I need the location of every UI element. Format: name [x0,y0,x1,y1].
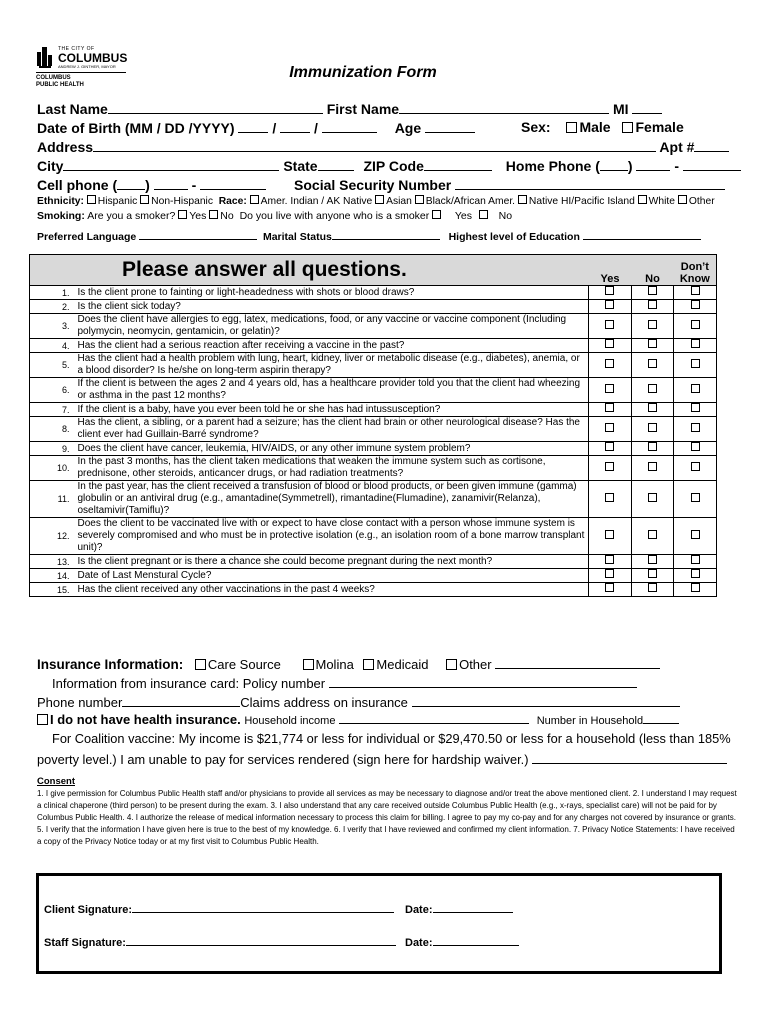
answer-cell-yes [589,481,632,518]
answer-cell-dont-know [674,353,717,378]
answer-cell-yes [589,442,632,456]
question-row [30,314,717,339]
answer-yes-checkbox[interactable] [605,359,614,368]
answer-dont-know-checkbox[interactable] [691,403,700,412]
answer-cell-no [631,456,673,481]
answer-cell-no [631,286,673,300]
staff-date-field[interactable] [433,934,519,946]
client-date-row [405,901,513,916]
question-number: 13. [30,555,76,569]
question-text: If the client is between the ages 2 and 4 years old, has a healthcare provider told you that the client had wheezing or asthma in the past 12 months? [75,378,588,403]
answer-no-checkbox[interactable] [648,320,657,329]
dob-slash: / [272,120,277,136]
question-number: 9. [30,442,76,456]
answer-yes-checkbox[interactable] [605,530,614,539]
address-label: Address [37,139,94,155]
answer-cell-no [631,569,673,583]
answer-dont-know-checkbox[interactable] [691,530,700,539]
answer-dont-know-checkbox[interactable] [691,555,700,564]
asian-label: Asian [386,196,412,207]
answer-cell-dont-know [674,569,717,583]
first-name-label: First Name [326,101,400,117]
phone-claims-row [37,693,680,710]
answer-cell-no [631,555,673,569]
demographics-row [37,228,701,243]
please-answer-heading [30,255,589,286]
language-label: Preferred Language [37,231,137,243]
logo-small-text: THE CITY OF [58,46,95,52]
answer-cell-yes [589,339,632,353]
questions-header-row [30,255,717,286]
apt-field[interactable] [694,138,729,152]
black-checkbox[interactable] [415,195,424,204]
marital-label: Marital Status [262,231,332,243]
answer-cell-yes [589,583,632,597]
question-number: 11. [30,481,76,518]
city-label: City [37,158,64,174]
ssn-field[interactable] [455,176,725,190]
staff-signature-field[interactable] [126,934,396,946]
answer-dont-know-checkbox[interactable] [691,286,700,295]
female-checkbox[interactable] [622,122,633,133]
marital-field[interactable] [332,228,440,240]
consent-text: 1. I give permission for Columbus Public Health staff and/or physicians to provide all services as may be necessary to diagnose and/or treat the above mentioned client. 2. I understand I may request a clinical chaperone (third person) to be present during the exam. 3. I also understand that any care received outside Columbus Public Health (e.g., x-rays, specialist care) will not be paid for by Columbus Public Health. 4. I authorize the release of medical information necessary to process this claim for billing. I agree to pay my co-pay and for any charges not covered by insurance or grants. 5. I verify that the information I have given here is true to the best of my knowledge. 6. I verify that I have reviewed and confirmed my client information. 7. Privacy Notice Statements: I have received a copy of the Privacy Notice today or at my first visit to Columbus Public Health. [37,789,737,846]
city-row [37,157,741,174]
answer-dont-know-checkbox[interactable] [691,583,700,592]
question-row [30,583,717,597]
question-text: Has the client had a serious reaction after receiving a vaccine in the past? [75,339,588,353]
other-race-label: Other [688,196,715,207]
question-number: 8. [30,417,76,442]
staff-date-label: Date: [405,937,433,949]
question-text: Does the client have allergies to egg, latex, medications, food, or any vaccine or vaccine component (Including polymycin, neomycin, gentamicin, or gelatin)? [75,314,588,339]
question-text: Does the client to be vaccinated live with or expect to have close contact with a person whose immune system is severely compromised and who must be in protective isolation (e.g., an isolation room of a bone marrow transplant unit)? [75,518,588,555]
question-text: In the past 3 months, has the client taken medications that weaken the immune system such as cortisone, prednisone, other steroids, anticancer drugs, or had radiation treatments? [75,456,588,481]
answer-yes-checkbox[interactable] [605,339,614,348]
education-field[interactable] [583,228,701,240]
ssn-label: Social Security Number [294,177,452,193]
answer-yes-checkbox[interactable] [605,423,614,432]
other-race-checkbox[interactable] [678,195,687,204]
answer-cell-no [631,518,673,555]
amer-indian-label: Amer. Indian / AK Native [260,196,373,207]
claims-address-label: Claims address on insurance [240,695,408,710]
question-text: Is the client prone to fainting or light-headedness with shots or blood draws? [75,286,588,300]
consent-heading: Consent [37,776,75,787]
answer-no-checkbox[interactable] [648,442,657,451]
sex-group [521,119,684,135]
answer-cell-no [631,378,673,403]
answer-dont-know-checkbox[interactable] [691,442,700,451]
smoker-question: Are you a smoker? [87,210,176,222]
answer-no-checkbox[interactable] [648,339,657,348]
address-field[interactable] [93,138,656,152]
care-source-checkbox[interactable] [195,659,206,670]
answer-yes-checkbox[interactable] [605,286,614,295]
cell-row [37,176,725,193]
insurance-label: Insurance Information: [37,657,184,672]
answer-cell-dont-know [674,442,717,456]
mi-field[interactable] [632,100,662,114]
logo-city-name: COLUMBUS [58,51,128,65]
question-number: 4. [30,339,76,353]
dont-know-line1: Don’t [680,261,709,273]
answer-cell-dont-know [674,339,717,353]
answer-cell-no [631,403,673,417]
answer-cell-yes [589,286,632,300]
phone-dash: - [674,158,680,174]
question-text: Is the client sick today? [75,300,588,314]
answer-no-checkbox[interactable] [648,300,657,309]
molina-checkbox[interactable] [303,659,314,670]
answer-cell-no [631,583,673,597]
care-source-label: Care Source [207,657,281,672]
answer-cell-no [631,314,673,339]
policy-number-field[interactable] [329,674,637,688]
client-date-field[interactable] [433,901,513,913]
cell-phone-prefix-field[interactable] [154,176,188,190]
smoking-label: Smoking: [37,210,85,222]
question-row [30,353,717,378]
answer-cell-yes [589,300,632,314]
answer-dont-know-checkbox[interactable] [691,384,700,393]
white-checkbox[interactable] [638,195,647,204]
zip-label: ZIP Code [363,158,424,174]
question-number: 15. [30,583,76,597]
answer-yes-checkbox[interactable] [605,384,614,393]
question-row [30,481,717,518]
paren-close: ) [627,158,633,174]
staff-date-row [405,934,519,949]
logo-mayor: ANDREW J. GINTHER, MAYOR [58,64,116,69]
please-answer-text: Please answer all questions. [122,258,407,281]
question-number: 10. [30,456,76,481]
home-phone-line-field[interactable] [683,157,741,171]
household-income-label: Household income [244,715,336,727]
sex-label: Sex: [521,119,551,135]
answer-cell-yes [589,555,632,569]
coalition-line2-text: poverty level.) I am unable to pay for services rendered (sign here for hardship waiver.) [37,752,529,767]
answer-dont-know-checkbox[interactable] [691,493,700,502]
live-with-smoker-question: Do you live with anyone who is a smoker [239,210,430,222]
white-label: White [648,196,675,207]
question-text: If the client is a baby, have you ever been told he or she has had intussusception? [75,403,588,417]
insurance-phone-label: Phone number [37,695,123,710]
question-row [30,555,717,569]
signature-box [36,873,722,974]
answer-cell-dont-know [674,403,717,417]
answer-yes-checkbox[interactable] [605,320,614,329]
apt-label: Apt # [659,139,695,155]
medicaid-label: Medicaid [376,657,429,672]
policy-label: Information from insurance card: Policy number [52,676,326,691]
question-row [30,569,717,583]
no-insurance-checkbox[interactable] [37,714,48,725]
answer-cell-dont-know [674,555,717,569]
answer-no-checkbox[interactable] [648,359,657,368]
smoking-row [37,210,512,222]
native-hi-checkbox[interactable] [518,195,527,204]
cell-phone-label: Cell phone ( [37,177,118,193]
answer-cell-dont-know [674,286,717,300]
question-row [30,518,717,555]
question-row [30,339,717,353]
dob-day-field[interactable] [280,119,310,133]
answer-cell-dont-know [674,314,717,339]
answer-cell-dont-know [674,378,717,403]
number-household-label: Number in Household [536,715,644,727]
form-title: Immunization Form [289,64,437,81]
age-field[interactable] [425,119,475,133]
answer-cell-yes [589,378,632,403]
answer-cell-dont-know [674,481,717,518]
claims-address-field[interactable] [412,693,680,707]
yes-header: Yes [589,255,632,286]
answer-cell-yes [589,314,632,339]
client-signature-label: Client Signature: [44,904,133,916]
no-insurance-row [37,712,679,727]
answer-cell-dont-know [674,456,717,481]
question-text: Has the client, a sibling, or a parent had a seizure; has the client had brain or other neurological disease? Has the client ever had Guillain-Barré syndrome? [75,417,588,442]
staff-signature-label: Staff Signature: [44,937,126,949]
question-row [30,456,717,481]
answer-no-checkbox[interactable] [648,423,657,432]
last-name-field[interactable] [108,100,323,114]
answer-yes-checkbox[interactable] [605,493,614,502]
answer-no-checkbox[interactable] [648,555,657,564]
smoker-yes-checkbox[interactable] [178,210,187,219]
question-number: 3. [30,314,76,339]
consent-section [37,776,737,848]
answer-dont-know-checkbox[interactable] [691,462,700,471]
state-field[interactable] [318,157,354,171]
answer-yes-checkbox[interactable] [605,442,614,451]
black-label: Black/African Amer. [425,196,516,207]
dob-month-field[interactable] [238,119,268,133]
question-number: 7. [30,403,76,417]
question-text: Does the client have cancer, leukemia, HIV/AIDS, or any other immune system problem? [75,442,588,456]
answer-cell-yes [589,403,632,417]
question-text: In the past year, has the client received a transfusion of blood or blood products, or been given immune (gamma) globulin or an antiviral drug (e.g., amantadine(Symmetrell), rimantadine(Flumadine), zanamivir(Relanza), oseltamivir(Tamiflu)? [75,481,588,518]
answer-no-checkbox[interactable] [648,286,657,295]
question-number: 14. [30,569,76,583]
answer-cell-no [631,442,673,456]
question-row [30,378,717,403]
medicaid-checkbox[interactable] [363,659,374,670]
client-signature-row [44,901,394,916]
ethnicity-label: Ethnicity: [37,196,84,207]
answer-cell-no [631,353,673,378]
dont-know-header [674,255,717,286]
client-signature-field[interactable] [132,901,394,913]
answer-cell-dont-know [674,518,717,555]
question-number: 1. [30,286,76,300]
question-text: Is the client pregnant or is there a chance she could become pregnant during the next month? [75,555,588,569]
no-header: No [631,255,673,286]
answer-no-checkbox[interactable] [648,493,657,502]
answer-cell-dont-know [674,417,717,442]
answer-dont-know-checkbox[interactable] [691,423,700,432]
asian-checkbox[interactable] [375,195,384,204]
question-number: 12. [30,518,76,555]
question-row [30,442,717,456]
question-number: 2. [30,300,76,314]
answer-yes-checkbox[interactable] [605,569,614,578]
zip-field[interactable] [424,157,492,171]
live-smoker-no-checkbox[interactable] [479,210,488,219]
answer-cell-no [631,481,673,518]
smoker-no-checkbox[interactable] [209,210,218,219]
amer-indian-checkbox[interactable] [250,195,259,204]
policy-row [52,674,637,691]
home-phone-prefix-field[interactable] [636,157,670,171]
language-field[interactable] [139,228,257,240]
answer-cell-yes [589,456,632,481]
answer-no-checkbox[interactable] [648,462,657,471]
live-smoker-yes-label: Yes [454,210,472,222]
answer-dont-know-checkbox[interactable] [691,300,700,309]
answer-cell-dont-know [674,583,717,597]
non-hispanic-checkbox[interactable] [140,195,149,204]
household-income-field[interactable] [339,712,529,724]
address-row [37,138,729,155]
question-row [30,417,717,442]
answer-yes-checkbox[interactable] [605,403,614,412]
question-row [30,403,717,417]
last-name-label: Last Name [37,101,108,117]
answer-cell-yes [589,518,632,555]
questions-table [29,254,717,597]
question-text: Has the client had a health problem with lung, heart, kidney, liver or metabolic disease (e.g., diabetes), anemia, or a blood disorder? Is he/she on long-term aspirin therapy? [75,353,588,378]
answer-no-checkbox[interactable] [648,583,657,592]
answer-no-checkbox[interactable] [648,569,657,578]
phone-dash: - [191,177,197,193]
dob-label: Date of Birth (MM / DD /YYYY) [37,120,235,136]
dob-row [37,119,475,136]
answer-cell-yes [589,417,632,442]
answer-yes-checkbox[interactable] [605,300,614,309]
smoker-yes-label: Yes [189,210,207,222]
name-row [37,100,662,117]
city-field[interactable] [63,157,279,171]
question-text: Has the client received any other vaccinations in the past 4 weeks? [75,583,588,597]
answer-dont-know-checkbox[interactable] [691,569,700,578]
question-number: 6. [30,378,76,403]
home-phone-area-field[interactable] [600,157,628,171]
cell-phone-area-field[interactable] [117,176,145,190]
dob-slash: / [314,120,318,136]
answer-dont-know-checkbox[interactable] [691,359,700,368]
male-label: Male [579,119,611,135]
female-label: Female [635,119,684,135]
answer-cell-dont-know [674,300,717,314]
answer-cell-no [631,417,673,442]
paren-close: ) [145,177,150,193]
coalition-line2 [37,750,727,767]
answer-cell-no [631,300,673,314]
answer-yes-checkbox[interactable] [605,583,614,592]
first-name-field[interactable] [399,100,609,114]
answer-yes-checkbox[interactable] [605,462,614,471]
coalition-line1: For Coalition vaccine: My income is $21,774 or less for individual or $29,470.50 or less for a household (less than 185% [52,731,731,746]
client-date-label: Date: [405,904,433,916]
state-label: State [283,158,318,174]
question-text: Date of Last Menstural Cycle? [75,569,588,583]
number-household-field[interactable] [643,712,679,724]
answer-dont-know-checkbox[interactable] [691,320,700,329]
native-hi-label: Native HI/Pacific Island [528,196,635,207]
answer-no-checkbox[interactable] [648,530,657,539]
answer-cell-no [631,339,673,353]
no-insurance-label: I do not have health insurance. [50,712,241,727]
answer-yes-checkbox[interactable] [605,555,614,564]
dob-year-field[interactable] [322,119,377,133]
ethnicity-row [37,195,715,207]
hispanic-label: Hispanic [97,196,138,207]
other-insurance-label: Other [459,657,492,672]
mi-label: MI [612,101,629,117]
answer-dont-know-checkbox[interactable] [691,339,700,348]
hardship-signature-field[interactable] [532,750,727,764]
answer-cell-yes [589,353,632,378]
hispanic-checkbox[interactable] [87,195,96,204]
male-checkbox[interactable] [566,122,577,133]
non-hispanic-label: Non-Hispanic [151,196,213,207]
other-insurance-checkbox[interactable] [446,659,457,670]
smoker-no-label: No [220,210,234,222]
dont-know-line2: Know [679,273,710,285]
race-label: Race: [218,196,247,207]
question-row [30,300,717,314]
home-phone-label: Home Phone ( [505,158,600,174]
question-row [30,286,717,300]
staff-signature-row [44,934,396,949]
questions-body [30,286,717,597]
live-smoker-no-label: No [498,210,513,222]
insurance-phone-field[interactable] [122,693,240,707]
logo-dept-line1: COLUMBUS [36,75,71,81]
age-label: Age [394,120,422,136]
molina-label: Molina [315,657,354,672]
answer-no-checkbox[interactable] [648,403,657,412]
insurance-row [37,655,660,672]
education-label: Highest level of Education [448,231,580,243]
question-number: 5. [30,353,76,378]
live-smoker-yes-checkbox[interactable] [432,210,441,219]
cell-phone-line-field[interactable] [200,176,266,190]
answer-cell-yes [589,569,632,583]
answer-no-checkbox[interactable] [648,384,657,393]
other-insurance-field[interactable] [495,655,660,669]
logo-dept-line2: PUBLIC HEALTH [36,82,84,88]
